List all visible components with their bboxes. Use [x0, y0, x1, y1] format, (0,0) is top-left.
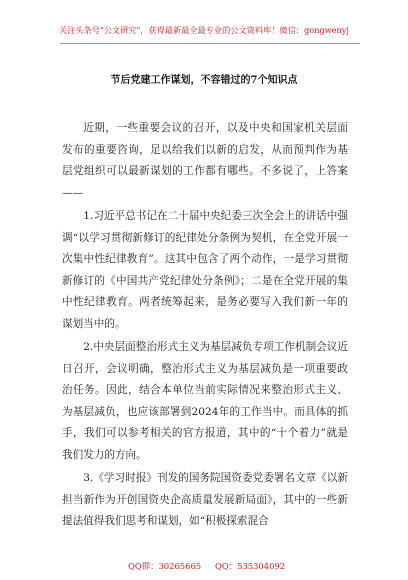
paragraph-point-2: 2.中央层面整治形式主义为基层减负专项工作机制会议近日召开，会议明确，整治形式主义为基层减负是一项重要政治任务。因此，结合本单位当前实际情况来整治形式主义、为基层减负，也应该部署到2024年的工作当中。而具体的抓手，我们可以参考相关的官方报道，其中的“十个着力”就是我们发力的方向。: [62, 341, 348, 461]
paragraph-point-1: 1.习近平总书记在二十届中央纪委三次全会上的讲话中强调“以学习贯彻新修订的纪律处分条例为契机，在全党开展一次集中性纪律教育”。这其中包含了两个动作，一是学习贯彻新修订的《中国共产党纪律处分条例》；二是在全党开展的集中性纪律教育。两者统筹起来，是务必要写入我们新一年的谋划当中的。: [62, 210, 348, 330]
paragraph-intro: 近期，一些重要会议的召开，以及中央和国家机关层面发布的重要咨询，足以给我们以新的启发，从而预判作为基层党组织可以最新谋划的工作都有哪些。不多说了，上答案——: [62, 122, 348, 199]
document-title: 节后党建工作谋划，不容错过的7个知识点: [110, 75, 298, 86]
footer-contact: [0, 559, 408, 573]
footer-qq-group: QQ群：30265665: [128, 561, 202, 571]
header-banner: 关注头条号"公文研究"，获得最新最全最专业的公文资料库！微信：gongwenyj: [59, 25, 349, 35]
paragraph-point-3: 3.《学习时报》刊发的国务院国资委党委署名文章《以新担当新作为开创国资央企高质量发展新局面》，其中的一些新提法值得我们思考和谋划，如“积极探索混合: [62, 472, 348, 527]
header-divider: [60, 43, 360, 44]
footer-qq-number: QQ：535304092: [215, 561, 286, 571]
document-body: [62, 118, 348, 535]
